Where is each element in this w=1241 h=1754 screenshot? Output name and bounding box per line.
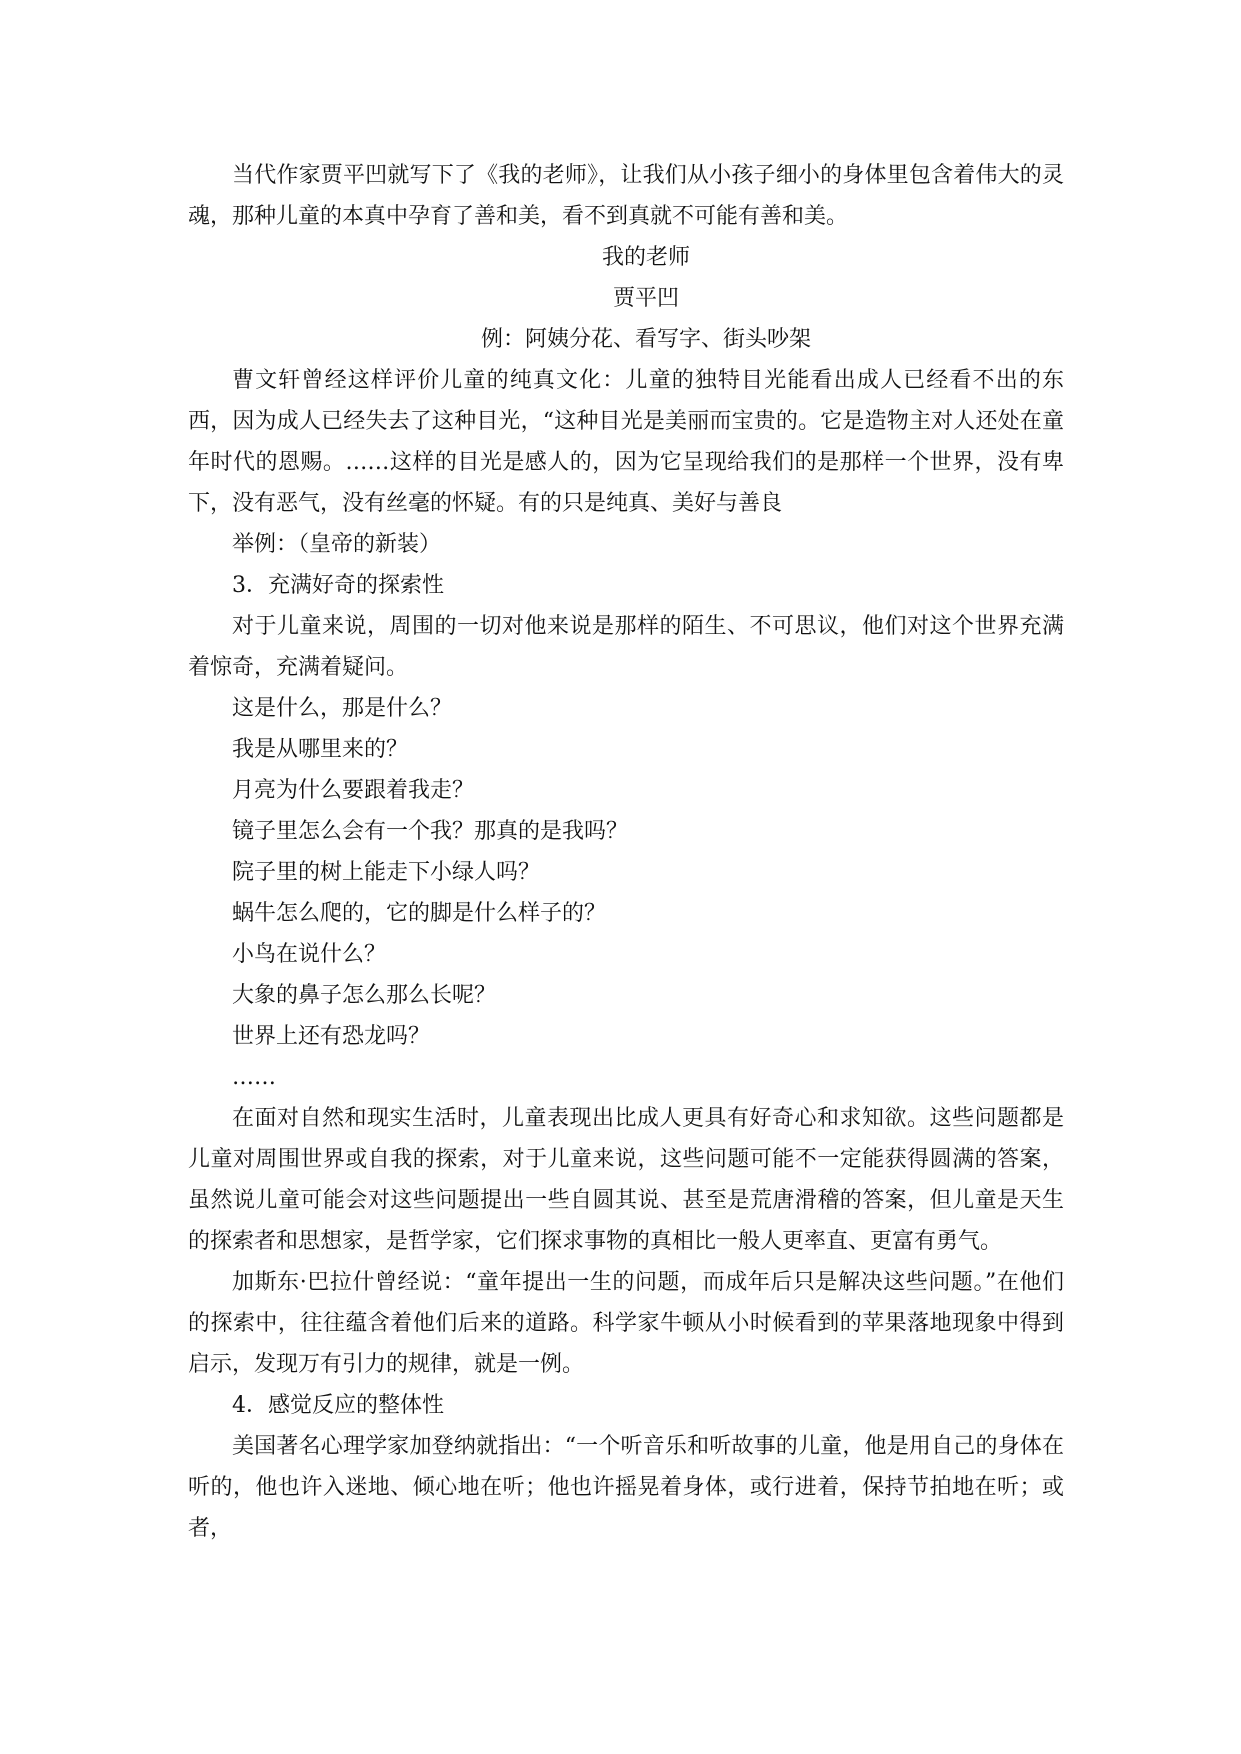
document-body bbox=[188, 155, 1064, 1549]
question-line: 我是从哪里来的？ bbox=[232, 737, 409, 762]
question-line: 世界上还有恐龙吗？ bbox=[232, 1024, 431, 1049]
poem-example: 例：阿姨分花、看写字、街头吵架 bbox=[480, 327, 811, 352]
paragraph-gardner: 美国著名心理学家加登纳就指出：“一个听音乐和听故事的儿童，他是用自己的身体在听的，他也许入迷地、倾心地在听；他也许摇晃着身体，或行进着，保持节拍地在听；或者， bbox=[188, 1434, 1064, 1541]
question-ellipsis: …… bbox=[232, 1065, 276, 1090]
paragraph-jia-pingwa-intro: 当代作家贾平凹就写下了《我的老师》，让我们从小孩子细小的身体里包含着伟大的灵魂，那种儿童的本真中孕育了善和美，看不到真就不可能有善和美。 bbox=[188, 163, 1064, 229]
question-line: 月亮为什么要跟着我走？ bbox=[232, 778, 475, 803]
question-line: 院子里的树上能走下小绿人吗？ bbox=[232, 860, 541, 885]
paragraph-example: 举例：（皇帝的新装） bbox=[232, 532, 442, 557]
section-heading-3: 3．充满好奇的探索性 bbox=[232, 573, 444, 598]
poem-title: 我的老师 bbox=[601, 245, 690, 270]
paragraph-cao-wenxuan: 曹文轩曾经这样评价儿童的纯真文化：儿童的独特目光能看出成人已经看不出的东西，因为成人已经失去了这种目光，“这种目光是美丽而宝贵的。它是造物主对人还处在童年时代的恩赐。……这样的目光是感人的，因为它呈现给我们的是那样一个世界，没有卑下，没有恶气，没有丝毫的怀疑。有的只是纯真、美好与善良 bbox=[188, 368, 1064, 516]
question-line: 镜子里怎么会有一个我？那真的是我吗？ bbox=[232, 819, 629, 844]
question-line: 蜗牛怎么爬的，它的脚是什么样子的？ bbox=[232, 901, 607, 926]
paragraph-bachelard: 加斯东·巴拉什曾经说：“童年提出一生的问题，而成年后只是解决这些问题。”在他们的探索中，往往蕴含着他们后来的道路。科学家牛顿从小时候看到的苹果落地现象中得到启示，发现万有引力的规律，就是一例。 bbox=[188, 1270, 1064, 1377]
section-heading-4: 4．感觉反应的整体性 bbox=[232, 1393, 444, 1418]
question-line: 小鸟在说什么？ bbox=[232, 942, 387, 967]
paragraph-exploration: 在面对自然和现实生活时，儿童表现出比成人更具有好奇心和求知欲。这些问题都是儿童对周围世界或自我的探索，对于儿童来说，这些问题可能不一定能获得圆满的答案，虽然说儿童可能会对这些问题提出一些自圆其说、甚至是荒唐滑稽的答案，但儿童是天生的探索者和思想家，是哲学家，它们探求事物的真相比一般人更率直、更富有勇气。 bbox=[188, 1106, 1064, 1254]
paragraph-curiosity: 对于儿童来说，周围的一切对他来说是那样的陌生、不可思议，他们对这个世界充满着惊奇，充满着疑问。 bbox=[188, 614, 1064, 680]
question-line: 这是什么，那是什么？ bbox=[232, 696, 453, 721]
question-line: 大象的鼻子怎么那么长呢？ bbox=[232, 983, 497, 1008]
poem-author: 贾平凹 bbox=[612, 286, 679, 311]
